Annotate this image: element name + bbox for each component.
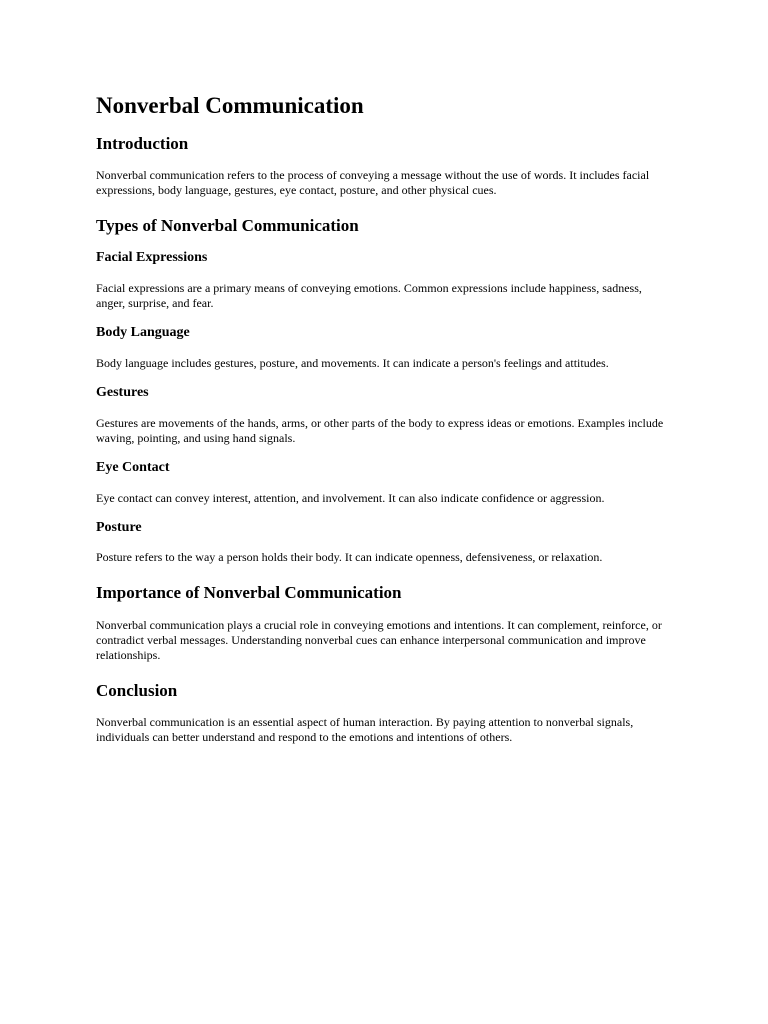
types-section (96, 216, 672, 565)
type-text: Eye contact can convey interest, attention, and involvement. It can also indicate confidence or aggression. (96, 490, 605, 505)
type-body-language (96, 325, 672, 371)
conclusion-text: Nonverbal communication is an essential aspect of human interaction. By paying attention to nonverbal signals, individuals can better understand and respond to the emotions and intentions of others. (96, 715, 634, 745)
type-heading: Gestures (96, 384, 149, 400)
type-heading: Facial Expressions (96, 250, 208, 266)
type-text: Facial expressions are a primary means of conveying emotions. Common expressions include happiness, sadness, anger, surprise, and fear. (96, 281, 642, 311)
introduction-heading: Introduction (96, 133, 189, 153)
types-heading: Types of Nonverbal Communication (96, 215, 359, 235)
type-text: Gestures are movements of the hands, arms, or other parts of the body to express ideas or emotions. Examples include waving, pointing, and using hand signals. (96, 415, 664, 445)
type-posture (96, 520, 672, 566)
conclusion-heading: Conclusion (96, 680, 178, 700)
importance-text: Nonverbal communication plays a crucial role in conveying emotions and intentions. It can complement, reinforce, or contradict verbal messages. Understanding nonverbal cues can enhance interpersonal communication and improve relationships. (96, 617, 662, 662)
type-gestures (96, 385, 672, 446)
introduction-section (96, 134, 672, 198)
type-facial-expressions (96, 250, 672, 311)
type-text: Posture refers to the way a person holds their body. It can indicate openness, defensiveness, or relaxation. (96, 550, 603, 565)
importance-section (96, 583, 672, 662)
type-heading: Eye Contact (96, 459, 170, 475)
type-heading: Posture (96, 519, 142, 535)
importance-heading: Importance of Nonverbal Communication (96, 583, 402, 603)
introduction-text: Nonverbal communication refers to the process of conveying a message without the use of words. It includes facial expressions, body language, gestures, eye contact, posture, and other physical cues. (96, 167, 650, 197)
type-text: Body language includes gestures, posture, and movements. It can indicate a person's feelings and attitudes. (96, 355, 609, 370)
type-eye-contact (96, 460, 672, 506)
conclusion-section (96, 681, 672, 745)
document-title: Nonverbal Communication (96, 93, 364, 118)
type-heading: Body Language (96, 325, 190, 341)
